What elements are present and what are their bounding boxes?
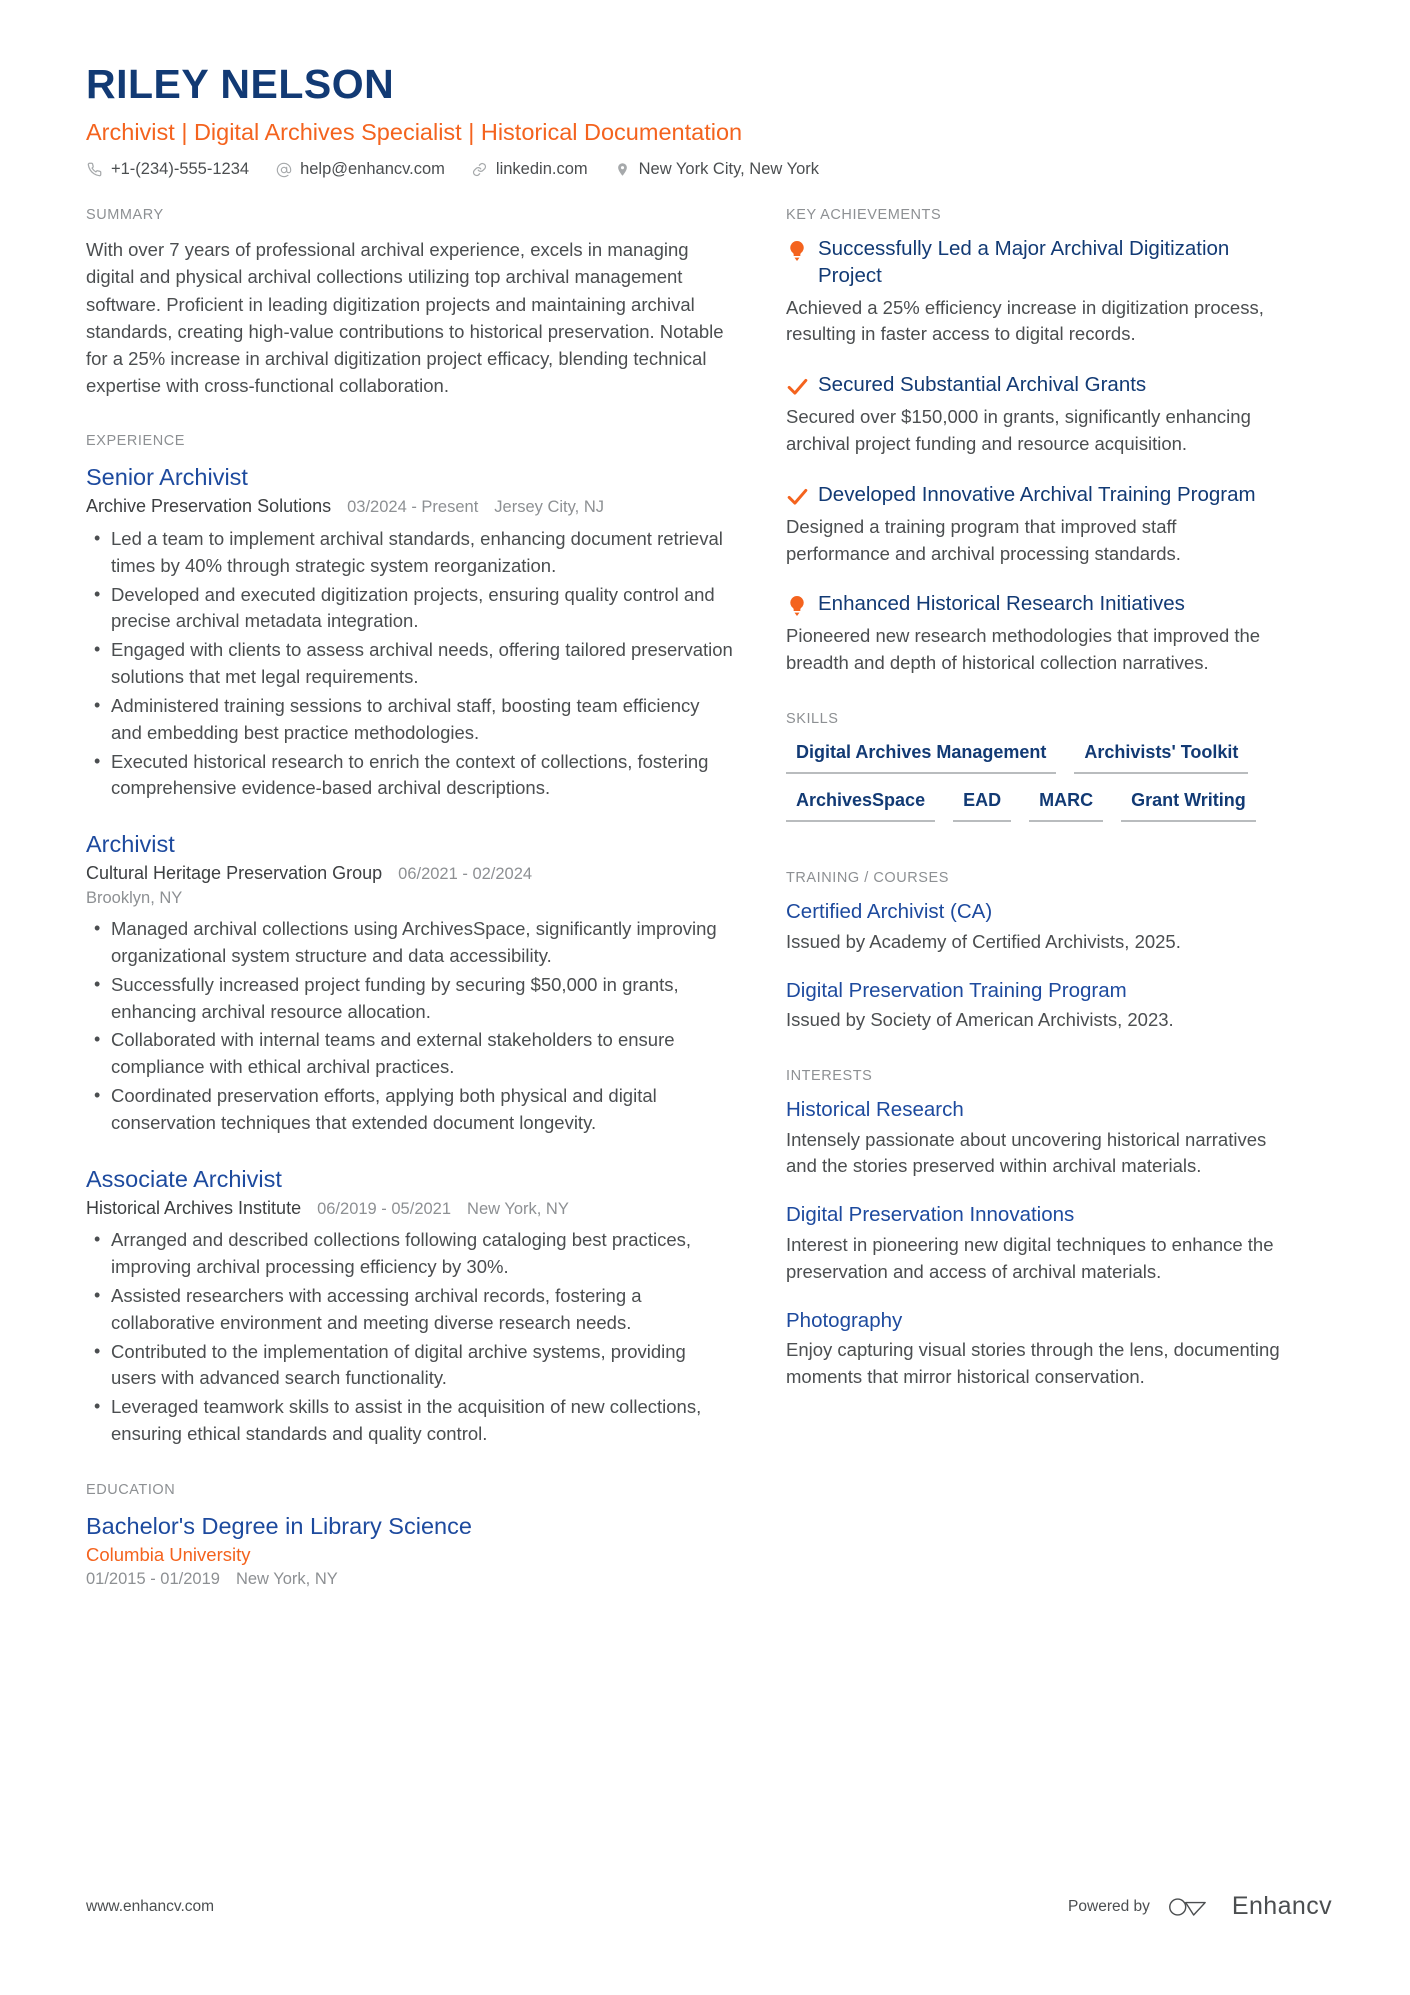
resume-header bbox=[0, 0, 1410, 179]
professional-headline: Archivist | Digital Archives Specialist | Historical Documentation bbox=[86, 118, 743, 145]
job-dates: 06/2019 - 05/2021 bbox=[317, 1199, 452, 1218]
skills-section-label: SKILLS bbox=[786, 711, 839, 728]
job-meta bbox=[86, 861, 734, 910]
skill-tag: MARC bbox=[1029, 788, 1103, 822]
education-degree: Bachelor's Degree in Library Science bbox=[86, 1512, 472, 1539]
achievement-description: Pioneered new research methodologies that improved the breadth and depth of historical collection narratives. bbox=[786, 625, 1261, 674]
job-dates: 03/2024 - Present bbox=[347, 498, 479, 517]
enhancv-logo-icon bbox=[1168, 1894, 1214, 1920]
job-bullet: • Engaged with clients to assess archival needs, offering tailored preservation solutions that met legal requirements. bbox=[86, 637, 734, 691]
lightbulb-icon bbox=[786, 594, 808, 618]
experience-entry bbox=[86, 1164, 734, 1448]
footer-brand bbox=[1068, 1892, 1332, 1921]
achievement-entry bbox=[786, 591, 1280, 677]
achievement-entry bbox=[786, 482, 1280, 568]
job-bullet: • Coordinated preservation efforts, applying both physical and digital conservation techniques that extended document longevity. bbox=[86, 1083, 734, 1137]
achievement-title: Secured Substantial Archival Grants bbox=[818, 373, 1147, 397]
job-bullet: • Administered training sessions to archival staff, boosting team efficiency and embedding best practice methodologies. bbox=[86, 693, 734, 747]
job-bullet: • Led a team to implement archival standards, enhancing document retrieval times by 40% through strategic system reorganization. bbox=[86, 526, 734, 580]
skill-tag: Archivists' Toolkit bbox=[1074, 740, 1248, 774]
job-bullet: • Contributed to the implementation of digital archive systems, providing users with advanced search functionality. bbox=[86, 1339, 734, 1393]
key-achievements-section bbox=[786, 207, 1280, 677]
skills-list bbox=[786, 740, 1280, 836]
job-bullet: • Collaborated with internal teams and external stakeholders to ensure compliance with ethical archival practices. bbox=[86, 1027, 734, 1081]
training-description: Issued by Academy of Certified Archivists, 2025. bbox=[786, 930, 1181, 952]
brand-name: Enhancv bbox=[1231, 1892, 1332, 1920]
interest-description: Enjoy capturing visual stories through the lens, documenting moments that mirror historical conservation. bbox=[786, 1339, 1280, 1387]
job-company: Historical Archives Institute bbox=[86, 1197, 302, 1218]
interest-entry bbox=[786, 1097, 1280, 1180]
achievement-head bbox=[786, 236, 1280, 289]
education-list bbox=[86, 1511, 734, 1590]
job-location: Jersey City, NJ bbox=[494, 498, 605, 517]
interest-title: Digital Preservation Innovations bbox=[786, 1203, 1075, 1227]
achievement-entry bbox=[786, 372, 1280, 458]
education-meta bbox=[86, 1570, 734, 1589]
job-meta bbox=[86, 1196, 734, 1222]
achievement-title: Developed Innovative Archival Training Program bbox=[818, 482, 1256, 506]
interest-entry bbox=[786, 1308, 1280, 1391]
job-bullet-list bbox=[86, 1227, 734, 1448]
job-title: Archivist bbox=[86, 831, 175, 858]
job-bullet: • Executed historical research to enrich the context of collections, fostering comprehensive evidence-based archival descriptions. bbox=[86, 749, 734, 803]
footer-site-url[interactable]: www.enhancv.com bbox=[86, 1897, 215, 1915]
achievement-head bbox=[786, 482, 1280, 509]
achievement-title: Successfully Led a Major Archival Digitization Project bbox=[818, 237, 1230, 287]
skill-tag: Digital Archives Management bbox=[786, 740, 1056, 774]
interest-title: Photography bbox=[786, 1308, 903, 1332]
interests-section bbox=[786, 1068, 1280, 1391]
contact-bar bbox=[86, 160, 1332, 179]
job-title: Senior Archivist bbox=[86, 464, 248, 491]
job-bullet: • Managed archival collections using ArchivesSpace, significantly improving organizational system structure and data accessibility. bbox=[86, 916, 734, 970]
phone-icon bbox=[86, 161, 103, 178]
achievement-head bbox=[786, 591, 1280, 618]
resume-footer bbox=[86, 1892, 1332, 1921]
location-pin-icon bbox=[614, 161, 631, 178]
training-section bbox=[786, 870, 1280, 1034]
experience-entry bbox=[86, 462, 734, 802]
interest-entry bbox=[786, 1202, 1280, 1285]
summary-text: With over 7 years of professional archival experience, excels in managing digital and physical archival collections utilizing top archival management software. Proficient in leading digitization projects and maintaining archival standards, creating high-value contributions to historical preservation. Notable for a 25% increase in archival digitization project efficacy, blending technical expertise with cross-functional collaboration. bbox=[86, 239, 724, 397]
training-title: Certified Archivist (CA) bbox=[786, 900, 993, 924]
job-bullet: • Leveraged teamwork skills to assist in the acquisition of new collections, ensuring ethical standards and quality control. bbox=[86, 1394, 734, 1448]
contact-location bbox=[614, 160, 819, 179]
education-section-label: EDUCATION bbox=[86, 1481, 176, 1498]
contact-email-text: help@enhancv.com bbox=[300, 160, 445, 179]
contact-phone-text: +1-(234)-555-1234 bbox=[111, 160, 250, 179]
job-bullet: • Successfully increased project funding by securing $50,000 in grants, enhancing archival resource allocation. bbox=[86, 972, 734, 1026]
resume-body bbox=[0, 207, 1410, 1623]
summary-section bbox=[86, 207, 734, 399]
job-title: Associate Archivist bbox=[86, 1165, 282, 1192]
training-entry bbox=[786, 899, 1280, 955]
key-achievements-section-label: KEY ACHIEVEMENTS bbox=[786, 207, 942, 224]
job-company: Archive Preservation Solutions bbox=[86, 496, 332, 517]
achievement-title: Enhanced Historical Research Initiatives bbox=[818, 592, 1185, 616]
experience-section bbox=[86, 433, 734, 1447]
powered-by-label: Powered by bbox=[1068, 1897, 1150, 1915]
contact-linkedin[interactable] bbox=[471, 160, 588, 179]
achievements-list bbox=[786, 236, 1280, 677]
experience-section-label: EXPERIENCE bbox=[86, 433, 185, 450]
training-entry bbox=[786, 978, 1280, 1034]
skill-tag: Grant Writing bbox=[1121, 788, 1256, 822]
check-icon bbox=[786, 485, 808, 509]
job-company: Cultural Heritage Preservation Group bbox=[86, 863, 383, 884]
right-column bbox=[786, 207, 1280, 1424]
job-location: Brooklyn, NY bbox=[86, 888, 183, 907]
skill-tag: ArchivesSpace bbox=[786, 788, 935, 822]
interest-description: Intensely passionate about uncovering historical narratives and the stories preserved within archival materials. bbox=[786, 1128, 1267, 1177]
job-dates: 06/2021 - 02/2024 bbox=[398, 865, 533, 884]
page-title: RILEY NELSON bbox=[86, 61, 395, 107]
contact-linkedin-text: linkedin.com bbox=[495, 160, 588, 179]
interests-list bbox=[786, 1097, 1280, 1391]
job-bullet: • Assisted researchers with accessing archival records, fostering a collaborative environment and meeting diverse research needs. bbox=[86, 1283, 734, 1337]
interests-section-label: INTERESTS bbox=[786, 1067, 873, 1084]
training-description: Issued by Society of American Archivists, 2023. bbox=[786, 1009, 1174, 1031]
job-meta bbox=[86, 494, 734, 520]
email-icon bbox=[275, 161, 292, 178]
experience-list bbox=[86, 462, 734, 1447]
contact-email[interactable] bbox=[275, 160, 445, 179]
summary-section-label: SUMMARY bbox=[86, 207, 164, 224]
contact-location-text: New York City, New York bbox=[638, 160, 819, 179]
skill-tag: EAD bbox=[953, 788, 1011, 822]
education-section bbox=[86, 1482, 734, 1590]
link-icon bbox=[471, 161, 488, 178]
achievement-entry bbox=[786, 236, 1280, 348]
job-bullet: • Developed and executed digitization projects, ensuring quality control and precise archival metadata integration. bbox=[86, 582, 734, 636]
job-bullet-list bbox=[86, 916, 734, 1137]
left-column bbox=[86, 207, 786, 1623]
education-entry bbox=[86, 1511, 734, 1590]
education-dates: 01/2015 - 01/2019 bbox=[86, 1570, 220, 1589]
experience-entry bbox=[86, 829, 734, 1137]
job-bullet: • Arranged and described collections following cataloging best practices, improving archival processing efficiency by 30%. bbox=[86, 1227, 734, 1281]
skills-section bbox=[786, 711, 1280, 836]
education-location: New York, NY bbox=[235, 1570, 338, 1589]
job-location: New York, NY bbox=[467, 1199, 569, 1218]
training-title: Digital Preservation Training Program bbox=[786, 978, 1127, 1002]
check-icon bbox=[786, 375, 808, 399]
job-bullet-list bbox=[86, 526, 734, 802]
training-list bbox=[786, 899, 1280, 1034]
training-section-label: TRAINING / COURSES bbox=[786, 870, 949, 887]
achievement-description: Achieved a 25% efficiency increase in digitization process, resulting in faster access to digital records. bbox=[786, 296, 1264, 345]
achievement-description: Secured over $150,000 in grants, significantly enhancing archival project funding and resource acquisition. bbox=[786, 406, 1251, 454]
achievement-head bbox=[786, 372, 1280, 399]
lightbulb-icon bbox=[786, 239, 808, 263]
interest-title: Historical Research bbox=[786, 1097, 964, 1121]
contact-phone[interactable] bbox=[86, 160, 249, 179]
achievement-description: Designed a training program that improved staff performance and archival processing standards. bbox=[786, 515, 1181, 564]
interest-description: Interest in pioneering new digital techniques to enhance the preservation and access of archival materials. bbox=[786, 1233, 1274, 1282]
education-school: Columbia University bbox=[86, 1544, 251, 1566]
